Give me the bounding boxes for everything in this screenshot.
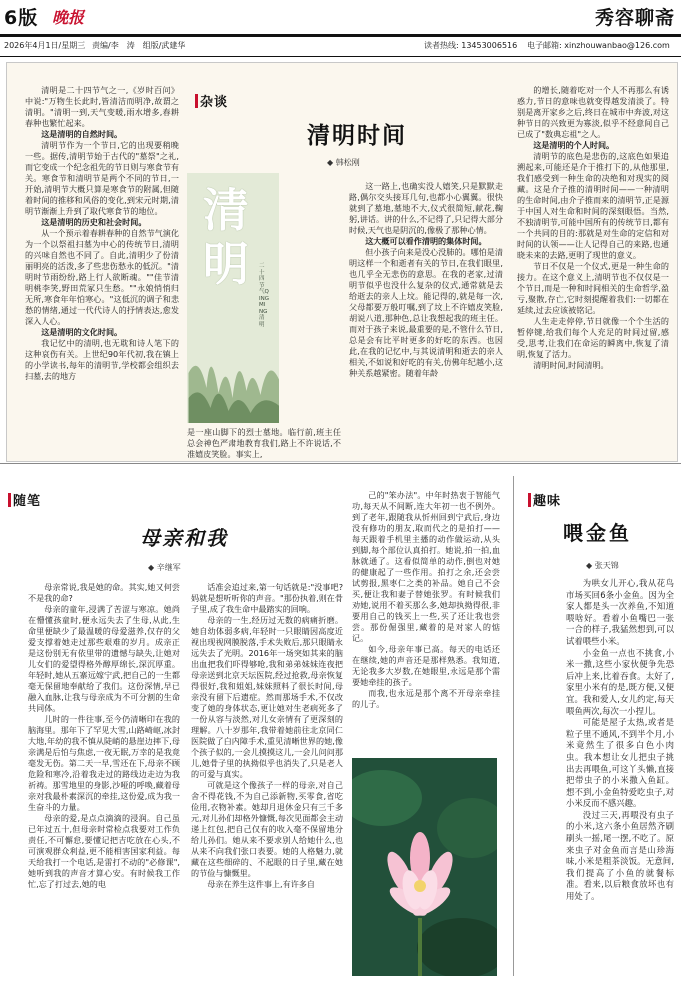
masthead [0,0,681,34]
essay-column-3 [352,490,500,752]
newspaper-logo: 晚报 [52,8,85,27]
essay-byline: ◆ 辛继军 [148,563,181,572]
paragraph: 节日不仅是一个仪式,更是一种生命的接力。在这个意义上,清明节也不仅仅是一个节日,而是一种和时间相关的生命哲学,盈亏,聚散,存亡,它时刻提醒着我们:一切都在延续,过去应该被铭记。 [517,261,669,315]
paragraph: 这是清明的个人时间。 [533,140,615,150]
paragraph: 这是清明的文化时间。 [41,327,123,337]
label-marker-icon [528,493,531,507]
paragraph: 为哄女儿开心,我从花鸟市场买回6条小金鱼。因为全家人都是头一次养鱼,不知道喂啥好。看着小鱼嘴巴一张一合的样子,我猛然想到,可以试着喂些小米。 [566,578,674,646]
paragraph: 母亲常说,我是她的命。其实,她又何尝不是我的命? [28,582,180,603]
paragraph: 如今,母亲年事已高。每天的电话还在继续,她的声音还是那样熟悉。我知道,无论我多大岁数,在她眼里,永远是那个需要她牵挂的孩子。 [352,644,500,687]
paragraph: 的增长,随着吃对一个人不再那么有诱惑力,节日的意味也就变得越发清淡了。特别是离开家乡之后,终日在城市中奔波,对这种节日的兴致更为寡淡,似乎不经意间自己已成了"数典忘祖"之人。 [517,85,669,139]
fish-article-byline: ◆ 张天锦 [586,561,619,570]
article-column-3 [349,181,503,457]
essay-column-1 [28,582,180,978]
top-article [6,62,678,462]
essay-title: 母亲和我 [140,526,228,550]
paragraph: 话准会追过来,第一句话就是:"没事吧?妈就是想听听你的声音。"那份执着,则在骨子里,成了我生命中最踏实的回响。 [191,582,343,614]
paragraph: 我记忆中的清明,也无耽和诗人笔下的这种哀伤有关。上世纪90年代初,我在镇上的小学读书,每年的清明节,学校都会组织去扫墓,去的地方 [25,338,179,381]
section-name: 秀容聊斋 [594,7,675,29]
essay-column-2 [191,582,343,978]
masthead-rule-thin [0,56,681,57]
qingming-side-text: 二十四节气QINGMING清明 [259,263,269,328]
paragraph: 这一路上,也确实没人嬉笑,只是默默走路,偶尔交头接耳几句,也都小心翼翼。很快就到了墓地,墓地不大,仪式很简短,献花,鞠躬,讲话。讲的什么,不记得了,只记得大部分时候,天气也是阴沉的,像极了那种心情。 [349,181,503,235]
paragraph: 母亲在养生这件事上,有许多自 [207,879,315,889]
paragraph: 母亲的童年,浸满了苦涩与寒凉。她尚在懵懂孩童时,便永远失去了生母,从此,生命里便缺少了最温暖的母爱滋养,仅存的父爱支撑着她走过那些艰难的岁月。成亲正是这份别无有依里带的遗憾与缺失,让她对儿女们的爱望得格外醇厚绵长,深沉厚重。年轻时,她从五寨远嫁宁武,把自己的一生都毫无保留地奉献给了我们。这份深情,早已融入血脉,让我与母亲成为不可分割的生命共同体。 [28,604,180,713]
article-column-1 [25,85,179,457]
paragraph: 己的"笨办法"。中年时热衷于智能气功,每天从不间断,连大年初一也不例外。到了老年,跟随我从忻州回到宁武后,身边没有修功的朋友,取而代之的是拍打——每天跟着手机里主播的动作做运动,从头到脚,每个部位认真拍打。她说,拍一拍,血脉就通了。这看似简单的动作,倒也对她的健康起了一些作用。拍打之余,还会尝试剪报,黑枣仁之类的补品。她自己不会买,便让我和妻子替她张罗。有时候我们劝她,说用不着买那么多,她却执拗得很,非要用自己的钱买上一些,买了还让我也尝尝。那份倔强里,藏着的是对家人的惦记。 [352,490,500,643]
paragraph: 小金鱼一点也不挑食,小米一撒,这些小家伙便争先恐后冲上来,比着吞食。太好了,家里小米有的是,既方便,又便宜。我和爱人,女儿约定,每天喂鱼两次,每次一小捏儿。 [566,647,674,716]
label-marker-icon [8,493,11,507]
paragraph: 母亲的一生,经历过无数的病痛折磨。她自幼体弱多病,年轻时一只眼睛因高度近视出现视网膜脱落,手术失败后,那只眼睛永远失去了光明。2016年一场突如其来的脑出血把我们吓得够呛,我和弟弟妹妹连夜把母亲送到北京天坛医院,经过抢救,母亲恢复得很好,我和姐姐,妹妹照料了很长时间,母亲没有留下后遗症。然而那场手术,不仅改变了她的身体状态,更让她对生老病死多了一份从容与淡然,对儿女亲情有了更深刻的理解。八十岁那年,我带着她前往北京同仁医院做了白内障手术,重见清晰世界的她,像个孩子似的,一会儿摸摸这儿,一会儿问问那儿,她骨子里的执拗似乎也消失了,只是老人的可爱与真实。 [191,615,343,779]
paragraph: 清明节的底色是悲伤的,这底色如果追溯起来,可能还是介于推打下的,从他那里,我们感受到一种生命的决绝和对现实的阅藏。这是介子推的清明时间——一种清明的生命时间,由介子推而来的清明节,正是源于中国人对生命和时间的深刻眼悟。当然,不独清明节,可能中国所有的传统节日,都有一个共同的目的:那就是对生命的定信和对时间的认领——让人记得自己的来路,也通晓未来的去路,更明了现世的意义。 [517,151,669,260]
contact-email: 电子邮箱: xinzhouwanbao@126.com [527,41,670,50]
column-label: 杂谈 [195,91,228,110]
paragraph: 可就是这个像孩子一样的母亲,对自己舍不得花钱,不为自己添新物,买零食,省吃俭用,衣物补素。她却月退休金只有三千多元,对儿孙们却格外慷慨,每次见面都会主动递上红包,把自己仅有的收入毫不保留地分给儿孙们。她从来不要求别人给她什么,也从来不向我们张口表要。她的人格魅力,就藏在这些细碎的、不起眼的日子里,藏在她的节俭与慷慨里。 [191,780,343,878]
article-column-2: 是一座山脚下的烈士墓地。临行前,班主任总会神色严肃地教育我们,路上不许说话,不准嬉皮笑脸。事实上, [187,427,341,459]
column-label-essay: 随笔 [8,490,41,509]
reader-hotline: 读者热线: 13453006516 [424,41,518,50]
column-separator [513,476,514,976]
paragraph: 从一个预示着春耕春种的自然节气演化为一个以祭祖扫墓为中心的传统节日,清明的兴味自然也不同了。自此,清明少了份清丽明亮的活泼,多了些悲伤愁永的低沉。"清明时节雨纷纷,路上行人欲断魂。""佳节清明桃李笑,野田荒冢只生愁。""永娘悄悄归无所,寒食年年怕寒心。"这低沉的调子和悲愁的情绪,通过一代代诗人的抒情表达,愈发深入人心。 [25,228,179,326]
article-byline: ◆ 韩松刚 [327,158,360,167]
masthead-rule [0,34,681,37]
paragraph: 清明节作为一个节日,它的出现要稍晚一些。据传,清明节始于古代的"墓祭"之礼,而它变成一个纪念祖先的节日则与寒食节有关。寒食节和清明节是两个不同的节日,一开始,清明节大概只算是寒食节的附属,但随着时间的推移和风俗的变化,到宋元时期,清明节渐渐上升到了取代寒食节的地位。 [25,140,179,216]
masthead-info-bar [0,38,681,54]
paragraph: 而我,也永远是那个离不开母亲牵挂的儿子。 [352,688,500,709]
paragraph: 这是清明的历史和社会时间。 [41,217,147,227]
paragraph: 这是清明的自然时间。 [41,129,123,139]
editor-credit: 责编/李 涛 组版/武建华 [92,41,186,50]
article-title: 清明时间 [307,122,407,149]
section-divider [0,463,681,464]
article-column-4 [517,85,669,457]
paragraph: 人生走走停停,节日就像一个个生活的暂停键,给我们每个人充足的时间过留,感受,思考,让我们在命运的瞬离中,恢复了清明,恢复了活力。 [517,316,669,359]
fish-article-title: 喂金鱼 [563,521,632,545]
issue-date: 2026年4月1日/星期三 [4,41,86,50]
paragraph: 清明时间,时间清明。 [533,360,609,370]
page-number: 6版 [4,7,39,29]
column-label-fun: 趣味 [528,490,561,509]
paragraph: 清明是二十四节气之一,《岁时百问》中说:"万物生长此时,皆清洁而明净,故谓之清明。"清明一到,天气变暖,雨水增多,春耕春种也繁忙起来。 [25,85,179,128]
qingming-big-text: 清明 [203,183,249,291]
label-marker-icon [195,94,198,108]
fish-article-body [566,578,674,978]
paragraph: 但小孩子向来是没心没肺的。哪怕是清明这样一个和逝者有关的节日,在我们眼里,也几乎全无悲伤的意思。在我的老家,过清明节似乎也没什么复杂的仪式,通常就是去给逝去的亲人上坟。能记得的,就是每一次,父母都要万般叮嘱,到了坟上不许嬉皮笑脸,胡说八道,那种色,总让我想起我的班主任。而对于孩子来说,最重要的是,不管什么节日,总是会有比平时更多的好吃的东西。也因此,在我的记忆中,与其说清明和逝去的亲人相关,不如说和好吃的有关,仿佛年纪越小,这种关系越紧密。随着年龄 [349,247,503,378]
paragraph: 儿时的一件往事,至今仍清晰印在我的脑海里。那年下了罕见大雪,山路崎岖,冰封大地,年幼的我不慎从陡峭的悬崖边摔下,母亲满是后怕与焦虑,一夜无眠,万幸的是我竟毫发无伤。第二天一早,雪还在下,母亲不顾危险和寒冷,沿着我走过的路线边走边为我祈祷。那雪地里的身影,沙哑的呼唤,藏着母亲对我最朴素深沉的牵挂,这份爱,成为我一生奋斗的力量。 [28,714,180,812]
paragraph: 没过三天,再喂没有虫子的小米,这六条小鱼居然齐刷刷头一摇,尾一摆,不吃了。原来虫子对金鱼而言是山珍海味,小米是粗茶淡饭。无意间,我们提高了小鱼的就餐标准。看来,以后粮食放坏也有用处了。 [566,809,674,902]
paragraph: 母亲的爱,是点点滴滴的浸润。自己虽已年过五十,但母亲时常检点我要对工作负责任,不可懈怠,要懂记把吉吃放在心头,不可演观群众利益,更不能相害国家利益。每天给我打一个电话,是雷打不动的"必修课",她听到我的声音才算心安。有时候我工作忙,忘了打过去,她的电 [28,813,180,889]
lotus-flower-icon [352,758,497,976]
paragraph: 这大概可以看作清明的集体时间。 [365,236,487,246]
lotus-photo [352,758,497,976]
paragraph: 可能是屋子太热,或者是粒子里不通风,不到半个月,小米竟然生了很多白色小肉虫。我本想让女儿把虫子挑出去再喂鱼,可这丫头懒,直接把带虫子的小米撒入鱼缸。想不到,小金鱼特爱吃虫子,对小米反而不感兴趣。 [566,717,674,809]
qingming-illustration [187,173,279,423]
